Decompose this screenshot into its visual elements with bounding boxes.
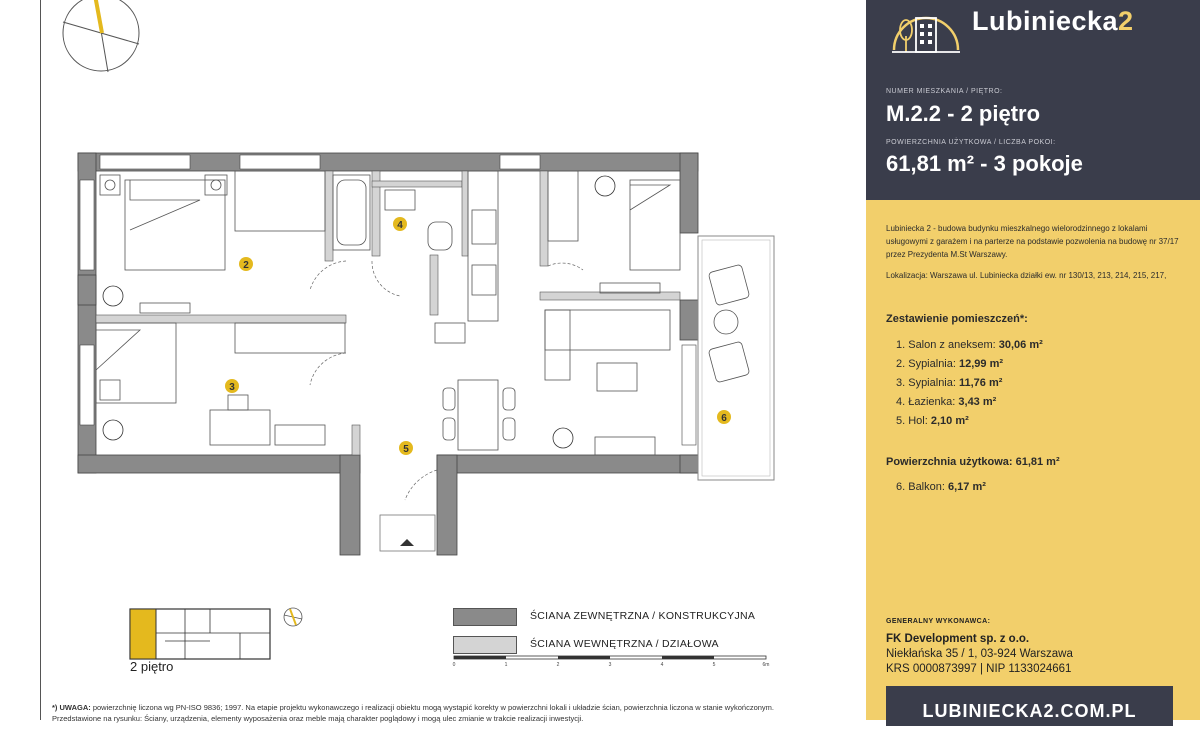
room-number-4: 4 — [397, 220, 403, 231]
balcony-label: 6. Balkon: — [896, 481, 945, 493]
apartment-area-label: POWIERZCHNIA UŻYTKOWA / LICZBA POKOI: — [886, 139, 1056, 146]
room-value: 30,06 m² — [998, 339, 1043, 351]
room-row — [896, 412, 1043, 431]
brand-number: 2 — [1118, 6, 1134, 36]
room-value: 2,10 m² — [930, 415, 969, 427]
legend-interior-swatch — [453, 636, 517, 654]
legend-exterior-label: ŚCIANA ZEWNĘTRZNA / KONSTRUKCYJNA — [530, 610, 756, 622]
scale-tick-5: 5 — [712, 662, 716, 668]
room-label: 3. Sypialnia: — [896, 377, 956, 389]
scale-tick-6m: 6m — [762, 662, 770, 668]
legend-interior-label: ŚCIANA WEWNĘTRZNA / DZIAŁOWA — [530, 638, 719, 650]
room-row — [896, 355, 1043, 374]
room-number-2: 2 — [243, 260, 249, 271]
room-label: 2. Sypialnia: — [896, 358, 956, 370]
balcony-value: 6,17 m² — [947, 481, 986, 493]
rooms-list — [896, 336, 1043, 431]
brand-text: Lubiniecka — [972, 6, 1119, 36]
scale-bar — [450, 654, 780, 668]
project-description: Lubiniecka 2 - budowa budynku mieszkalnego wielorodzinnego z lokalami usługowymi z garażem i na parterze na podstawie pozwolenia na budowę nr 37/17 przez Prezydenta M.St Warszawy. — [886, 224, 1179, 259]
footnote-line2: Przedstawione na rysunku: Ściany, urządzenia, elementy wyposażenia oraz meble mają charakter poglądowy i mogą ulec zmianie w trakcie realizacji inwestycji. — [52, 714, 584, 723]
project-location: Lokalizacja: Warszawa ul. Lubiniecka działki ew. nr 130/13, 213, 214, 215, 217, — [886, 271, 1167, 280]
balcony-row — [896, 478, 986, 497]
info-panel-header — [866, 0, 1200, 200]
scale-tick-1: 1 — [504, 662, 508, 668]
website-link[interactable]: LUBINIECKA2.COM.PL — [886, 686, 1173, 726]
apartment-area-value: 61,81 m² - 3 pokoje — [886, 151, 1083, 176]
room-row — [896, 393, 1043, 412]
contractor-ids: KRS 0000873997 | NIP 1133024661 — [886, 663, 1072, 675]
key-plan — [125, 605, 315, 661]
contractor-label: GENERALNY WYKONAWCA: — [886, 618, 991, 625]
usable-area-total: Powierzchnia użytkowa: 61,81 m² — [886, 456, 1060, 468]
floor-label: 2 piętro — [130, 659, 174, 674]
legend-exterior-swatch — [453, 608, 517, 626]
room-label: 5. Hol: — [896, 415, 928, 427]
scale-tick-2: 2 — [556, 662, 560, 668]
scale-tick-3: 3 — [608, 662, 612, 668]
room-label: 4. Łazienka: — [896, 396, 956, 408]
room-number-5: 5 — [403, 444, 409, 455]
scale-tick-0: 0 — [452, 662, 456, 668]
room-row — [896, 336, 1043, 355]
room-label: 1. Salon z aneksem: — [896, 339, 996, 351]
contractor-info — [886, 632, 1073, 677]
footnote-text: powierzchnię liczona wg PN-ISO 9836; 1997. Na etapie projektu wykonawczego i realizacji obiektu mogą wystąpić korekty w powierzchni lokali i układzie ścian, powierzchnia liczona w stanie wykończonym. — [90, 703, 774, 712]
room-number-3: 3 — [229, 382, 235, 393]
contractor-address: Niekłańska 35 / 1, 03-924 Warszawa — [886, 648, 1073, 660]
apartment-number-label: NUMER MIESZKANIA / PIĘTRO: — [886, 88, 1003, 95]
rooms-title: Zestawienie pomieszczeń*: — [886, 313, 1028, 325]
room-value: 11,76 m² — [959, 377, 1003, 389]
apartment-number-value: M.2.2 - 2 piętro — [886, 101, 1041, 126]
footnote-bold: *) UWAGA: — [52, 703, 91, 712]
scale-tick-4: 4 — [660, 662, 664, 668]
mini-compass-icon — [284, 608, 302, 626]
room-value: 12,99 m² — [959, 358, 1004, 370]
room-value: 3,43 m² — [958, 396, 997, 408]
compass-icon — [63, 0, 139, 72]
room-number-6: 6 — [721, 413, 727, 424]
building-logo-icon — [886, 0, 966, 60]
brand-name — [972, 6, 1134, 37]
room-row — [896, 374, 1043, 393]
contractor-name: FK Development sp. z o.o. — [886, 633, 1030, 645]
footnote — [52, 703, 852, 712]
